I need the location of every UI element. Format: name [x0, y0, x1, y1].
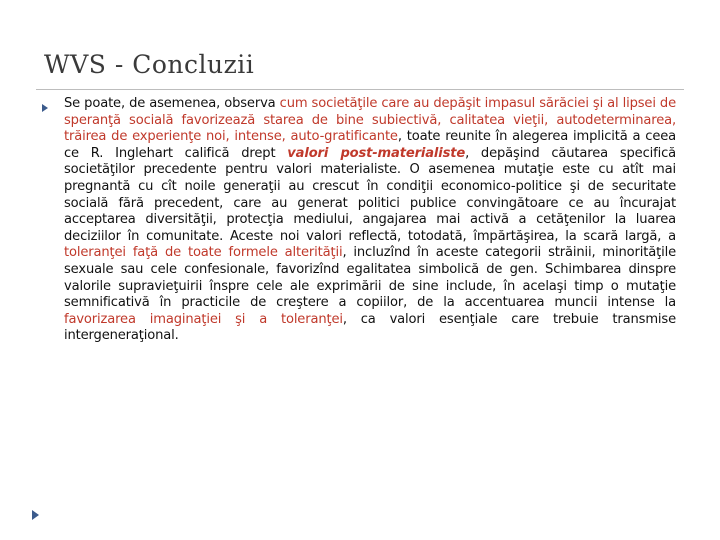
paragraph-segment: , incluzînd în aceste categorii străinii, minorităţile sexuale sau cele confesionale, favorizînd egalitatea simbolică de gen. Schimbarea dinspre valorile supravieţuirii înspre cele ale exprimării de sine include, în acelaşi timp o mutaţie semnificativă în practicile de creştere a copiilor, de la accentuarea muncii intense la — [64, 245, 676, 311]
paragraph-segment: , depăşind căutarea specifică societăţilor precedente pentru valori materialiste. O asemenea mutaţie este cu atît mai pregnantă cu cît noile generaţii au crescut în condiţii economico-politice şi de securitate socială fără precedent, care au generat politici publice convingătoare ce au încurajat acceptarea diversităţii, protecţia mediului, angajarea mai activă a cetăţenilor la luarea deciziilor în comunitate. Aceste noi valori reflectă, totodată, împărtăşirea, la scară largă, a — [64, 145, 676, 244]
paragraph-segment: , toate reunite în alegerea implicită a ceea ce R. Inglehart califică drept — [64, 129, 677, 161]
paragraph-segment: , ca valori esenţiale care trebuie transmise intergeneraţional. — [64, 311, 676, 344]
footer-triangle-icon — [32, 510, 39, 520]
title-divider — [36, 89, 684, 90]
slide-body-paragraph — [64, 96, 676, 345]
slide-title: WVS - Concluzii — [44, 50, 255, 79]
highlighted-phrase: favorizarea imaginaţiei şi a toleranţei — [64, 311, 343, 327]
highlighted-phrase: toleranţei faţă de toate formele alterităţii — [64, 245, 343, 261]
highlighted-phrase: cum societăţile care au depăşit impasul sărăciei şi al lipsei de speranţă socială favorizează starea de bine subiectivă, calitatea vieţii, autodeterminarea, trăirea de experienţe noi, intense, auto-gratificante — [64, 96, 676, 145]
paragraph-segment: Se poate, de asemenea, observa — [64, 96, 280, 111]
bullet-triangle-icon — [42, 104, 48, 112]
emphasized-term: valori post-materialiste — [287, 145, 466, 161]
